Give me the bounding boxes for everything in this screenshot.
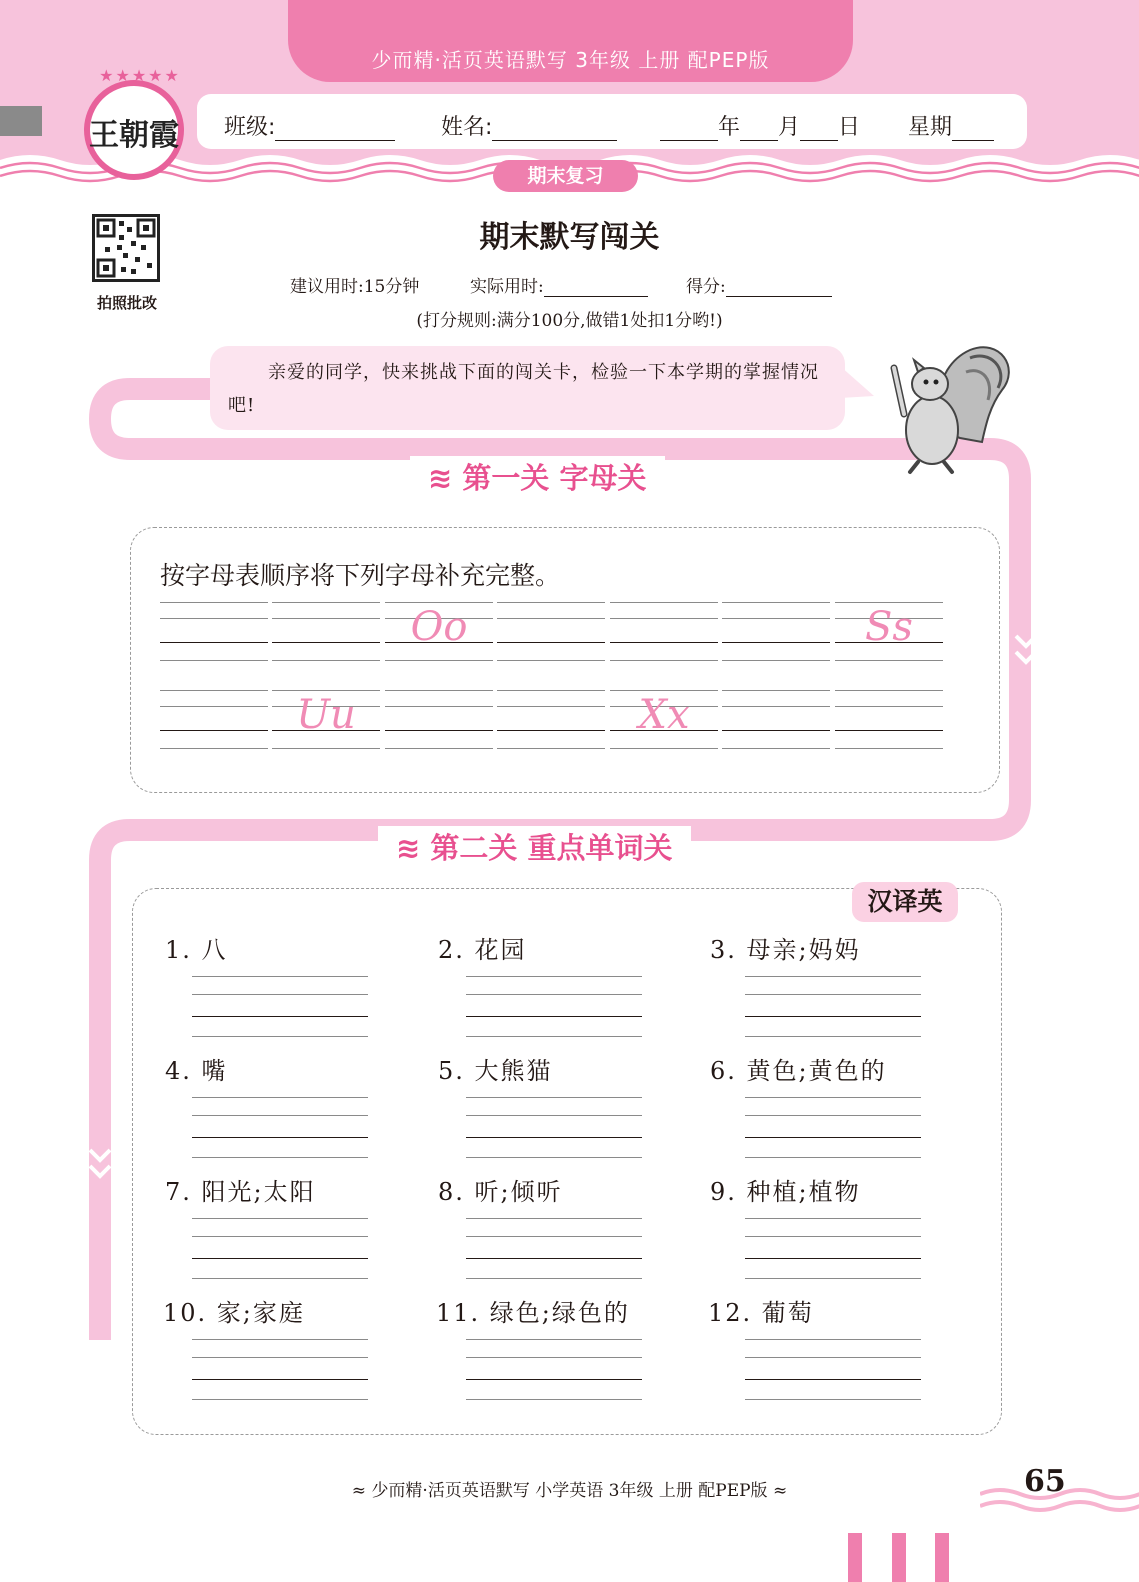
guide-line <box>160 642 268 643</box>
weekday-label: 星期 <box>908 115 953 140</box>
class-label: 班级: <box>224 115 276 140</box>
footer-text: 少而精·活页英语默写 小学英语 3年级 上册 配PEP版 <box>371 1481 768 1501</box>
logo-stars-icon: ★★★★★ <box>99 66 181 85</box>
guide-line <box>745 1115 921 1116</box>
guide-line <box>745 1236 921 1237</box>
guide-line <box>385 748 493 749</box>
guide-line <box>466 1399 642 1400</box>
guide-line <box>272 602 380 603</box>
guide-line <box>610 602 718 603</box>
qr-caption: 拍照批改 <box>96 294 157 312</box>
answer-writing-lines[interactable] <box>745 1339 921 1399</box>
guide-line <box>497 748 605 749</box>
guide-line <box>192 1115 368 1116</box>
word-prompt: 11. 绿色;绿色的 <box>436 1299 630 1327</box>
suggested-time: 建议用时:15分钟 <box>290 277 420 297</box>
given-letter-slot <box>272 690 380 752</box>
page-edge-bar <box>848 1533 862 1582</box>
guide-line <box>385 660 493 661</box>
letter-instruction: 按字母表顺序将下列字母补充完整。 <box>160 561 561 590</box>
guide-line <box>745 994 921 995</box>
guide-line <box>466 1236 642 1237</box>
guide-line <box>466 1115 642 1116</box>
guide-line <box>192 1036 368 1037</box>
scoring-rule: (打分规则:满分100分,做错1处扣1分哟!) <box>416 311 723 331</box>
letter-blank-slot[interactable] <box>385 690 493 752</box>
letter-blank-slot[interactable] <box>835 690 943 752</box>
guide-letter: Ss <box>865 604 913 650</box>
guide-line <box>385 730 493 731</box>
guide-line <box>160 602 268 603</box>
answer-writing-lines[interactable] <box>466 1339 642 1399</box>
guide-line <box>466 1258 642 1259</box>
guide-line <box>192 1399 368 1400</box>
page-title: 期末默写闯关 <box>479 220 660 255</box>
guide-line <box>497 642 605 643</box>
word-prompt: 1. 八 <box>165 936 228 964</box>
section-2-header <box>378 826 691 867</box>
guide-line <box>466 1339 642 1340</box>
guide-line <box>192 1236 368 1237</box>
guide-line <box>722 748 830 749</box>
guide-line <box>745 1218 921 1219</box>
guide-line <box>745 1258 921 1259</box>
letter-blank-slot[interactable] <box>272 602 380 664</box>
guide-line <box>722 690 830 691</box>
guide-line <box>610 690 718 691</box>
guide-letter: Xx <box>638 692 690 738</box>
guide-line <box>466 976 642 977</box>
guide-line <box>497 706 605 707</box>
guide-line <box>722 706 830 707</box>
guide-line <box>610 642 718 643</box>
guide-line <box>192 1097 368 1098</box>
section-1-title: 第一关 字母关 <box>462 461 647 495</box>
answer-writing-lines[interactable] <box>192 1339 368 1399</box>
guide-line <box>192 1218 368 1219</box>
guide-line <box>745 1036 921 1037</box>
day-label: 日 <box>838 115 861 140</box>
letter-blank-slot[interactable] <box>497 602 605 664</box>
guide-line <box>466 1016 642 1017</box>
footer <box>0 1476 1139 1501</box>
wave-icon: ≋ <box>396 831 431 865</box>
answer-writing-lines[interactable] <box>192 1218 368 1278</box>
section-1-header <box>410 456 665 497</box>
guide-line <box>745 1339 921 1340</box>
actual-time-label: 实际用时: <box>470 277 544 297</box>
word-prompt: 2. 花园 <box>438 936 527 964</box>
guide-letter: Oo <box>410 604 468 650</box>
guide-line <box>722 618 830 619</box>
guide-line <box>466 1157 642 1158</box>
word-prompt: 12. 葡萄 <box>708 1299 814 1327</box>
bubble-tail <box>840 362 880 412</box>
guide-line <box>160 730 268 731</box>
guide-line <box>610 748 718 749</box>
word-prompt: 10. 家;家庭 <box>163 1299 305 1327</box>
translate-badge: 汉译英 <box>852 882 958 922</box>
guide-line <box>192 1137 368 1138</box>
guide-line <box>745 1379 921 1380</box>
guide-line <box>385 690 493 691</box>
answer-writing-lines[interactable] <box>745 976 921 1036</box>
intro-text: 亲爱的同学，快来挑战下面的闯关卡，检验一下本学期的掌握情况吧! <box>228 362 819 416</box>
guide-line <box>835 690 943 691</box>
guide-line <box>497 660 605 661</box>
guide-line <box>497 602 605 603</box>
answer-writing-lines[interactable] <box>745 1097 921 1157</box>
logo-text: 王朝霞 <box>89 118 179 153</box>
guide-line <box>192 1357 368 1358</box>
guide-line <box>745 1016 921 1017</box>
word-prompt: 8. 听;倾听 <box>438 1178 563 1206</box>
guide-line <box>272 748 380 749</box>
guide-line <box>745 1399 921 1400</box>
given-letter-slot <box>610 690 718 752</box>
guide-line <box>610 618 718 619</box>
guide-line <box>192 1339 368 1340</box>
page-edge-bar <box>935 1533 949 1582</box>
given-letter-slot <box>385 602 493 664</box>
guide-letter: Uu <box>296 692 356 738</box>
guide-line <box>745 1157 921 1158</box>
guide-line <box>192 1379 368 1380</box>
word-prompt: 5. 大熊猫 <box>438 1057 553 1085</box>
guide-line <box>835 706 943 707</box>
guide-line <box>192 994 368 995</box>
wave-icon: ≋ <box>428 461 463 495</box>
guide-line <box>722 660 830 661</box>
guide-line <box>385 706 493 707</box>
guide-line <box>745 976 921 977</box>
guide-line <box>160 690 268 691</box>
page-number: 65 <box>1024 1464 1066 1499</box>
guide-line <box>272 690 380 691</box>
guide-line <box>192 1278 368 1279</box>
answer-writing-lines[interactable] <box>466 976 642 1036</box>
guide-line <box>745 1278 921 1279</box>
answer-writing-lines[interactable] <box>192 976 368 1036</box>
letter-blank-slot[interactable] <box>160 690 268 752</box>
letter-blank-slot[interactable] <box>610 602 718 664</box>
section-2-title: 第二关 重点单词关 <box>430 831 673 865</box>
answer-writing-lines[interactable] <box>466 1097 642 1157</box>
word-prompt: 4. 嘴 <box>165 1057 228 1085</box>
guide-line <box>835 748 943 749</box>
guide-line <box>835 602 943 603</box>
guide-line <box>722 602 830 603</box>
page-edge-bar <box>892 1533 906 1582</box>
guide-line <box>722 642 830 643</box>
letter-blank-slot[interactable] <box>722 602 830 664</box>
guide-line <box>745 1357 921 1358</box>
guide-line <box>745 1097 921 1098</box>
series-title: 少而精·活页英语默写 3年级 上册 配PEP版 <box>371 48 770 72</box>
guide-line <box>160 706 268 707</box>
letter-blank-slot[interactable] <box>497 690 605 752</box>
answer-writing-lines[interactable] <box>192 1097 368 1157</box>
guide-line <box>192 1258 368 1259</box>
guide-line <box>497 690 605 691</box>
guide-line <box>466 1218 642 1219</box>
guide-line <box>466 1097 642 1098</box>
guide-line <box>466 1036 642 1037</box>
word-prompt: 3. 母亲;妈妈 <box>710 936 861 964</box>
answer-writing-lines[interactable] <box>745 1218 921 1278</box>
score-label: 得分: <box>686 277 726 297</box>
guide-line <box>160 748 268 749</box>
guide-line <box>385 602 493 603</box>
guide-line <box>745 1137 921 1138</box>
word-prompt: 7. 阳光;太阳 <box>165 1178 316 1206</box>
guide-line <box>466 1278 642 1279</box>
guide-line <box>272 618 380 619</box>
guide-line <box>272 660 380 661</box>
guide-line <box>497 618 605 619</box>
guide-line <box>192 1157 368 1158</box>
guide-line <box>192 976 368 977</box>
guide-line <box>610 660 718 661</box>
guide-line <box>160 618 268 619</box>
word-prompt: 9. 种植;植物 <box>710 1178 861 1206</box>
name-label: 姓名: <box>441 115 493 140</box>
wave-icon: ≈ <box>767 1481 788 1501</box>
letter-blank-slot[interactable] <box>160 602 268 664</box>
guide-line <box>722 730 830 731</box>
guide-line <box>272 642 380 643</box>
guide-line <box>192 1016 368 1017</box>
guide-line <box>466 1357 642 1358</box>
squirrel-mascot-icon <box>890 338 1020 478</box>
month-label: 月 <box>778 115 801 140</box>
guide-line <box>835 730 943 731</box>
guide-line <box>835 660 943 661</box>
guide-line <box>160 660 268 661</box>
given-letter-slot <box>835 602 943 664</box>
review-badge: 期末复习 <box>493 160 638 192</box>
guide-line <box>466 1137 642 1138</box>
letter-blank-slot[interactable] <box>722 690 830 752</box>
wave-icon: ≈ <box>351 1481 372 1501</box>
answer-writing-lines[interactable] <box>466 1218 642 1278</box>
guide-line <box>497 730 605 731</box>
word-prompt: 6. 黄色;黄色的 <box>710 1057 887 1085</box>
guide-line <box>466 1379 642 1380</box>
guide-line <box>466 994 642 995</box>
year-label: 年 <box>718 115 741 140</box>
